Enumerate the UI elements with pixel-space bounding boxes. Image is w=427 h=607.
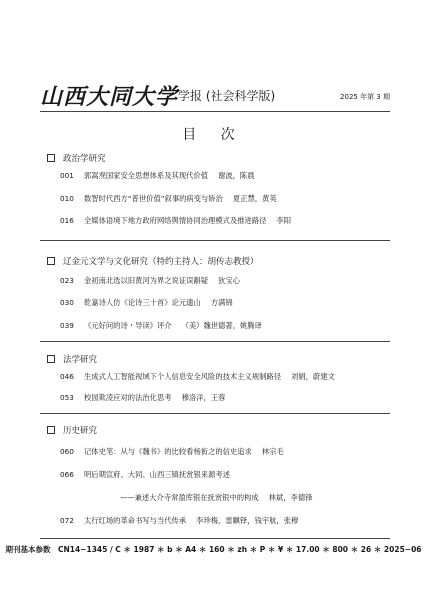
section-heading <box>47 424 97 436</box>
article-author: 谢波，陈晨 <box>218 171 255 180</box>
page-number: 046 <box>60 372 74 381</box>
page-number: 053 <box>60 393 74 402</box>
article-subtitle: ——兼述大介寺常盈库银在抚赏银中的构成 <box>120 493 259 502</box>
page-number: 010 <box>60 194 74 203</box>
article-title: 全媒体语境下地方政府网络舆情协同治理模式及推进路径 <box>84 216 267 225</box>
toc-entry[interactable] <box>60 372 335 382</box>
checkbox-icon <box>47 426 55 434</box>
header-rule <box>40 111 390 112</box>
journal-parameters: 期刊基本参数 CN14−1345 / C ＊ 1987 ＊ b ＊ A4 ＊ 160 ＊ zh ＊ P ＊ ¥ ＊ 17.00 ＊ 800 ＊ 26 ＊ 2025−06 <box>5 545 422 554</box>
page-number: 060 <box>60 447 74 456</box>
section-title: 法学研究 <box>63 355 98 365</box>
article-title: 金初南北选以旧黄河为界之说证误斠疑 <box>84 276 209 285</box>
toc-entry[interactable] <box>60 516 298 526</box>
page-number: 016 <box>60 216 74 225</box>
section-title: 辽金元文学与文化研究（特约主持人：胡传志教授） <box>63 257 259 267</box>
journal-subtitle: 学报 (社会科学版) <box>178 89 276 103</box>
article-title: 记体史笔：从与《魏书》的比较看杨衒之的信史追求 <box>84 447 252 456</box>
article-title: 校园欺凌应对的法治化思考 <box>84 393 172 402</box>
section-title: 政治学研究 <box>63 154 106 164</box>
page-number: 030 <box>60 298 74 307</box>
journal-header <box>40 74 390 110</box>
toc-entry[interactable] <box>60 216 291 226</box>
article-author: 林斌，李德锋 <box>268 493 313 502</box>
article-author: 刘娟，蔚建文 <box>291 372 335 381</box>
page-number: 023 <box>60 276 74 285</box>
article-author: 林宗毛 <box>261 447 284 456</box>
page-number: 039 <box>60 321 74 330</box>
page-number: 001 <box>60 171 74 180</box>
article-author: 方满锦 <box>210 298 233 307</box>
section-rule <box>40 240 390 241</box>
footer-rule <box>40 538 390 539</box>
toc-entry[interactable] <box>60 276 240 286</box>
checkbox-icon <box>47 257 55 265</box>
article-author: 穆洛洋，王蓉 <box>181 393 226 402</box>
checkbox-icon <box>47 355 55 363</box>
toc-entry[interactable] <box>60 171 255 181</box>
toc-entry[interactable] <box>60 447 284 457</box>
toc-entry[interactable] <box>60 393 225 403</box>
article-author: 李珍梅，雷麒铎，钱宇航，张穆 <box>196 516 299 525</box>
toc-entry[interactable] <box>60 321 262 331</box>
checkbox-icon <box>47 154 55 162</box>
article-title: 生成式人工智能视域下个人信息安全风险的技术主义规制路径 <box>84 372 282 381</box>
section-heading <box>47 152 106 164</box>
article-author: 狄宝心 <box>218 276 240 285</box>
toc-entry[interactable] <box>60 194 277 204</box>
article-author: 夏正慧，黄英 <box>232 194 277 203</box>
toc-title: 目 次 <box>182 127 245 143</box>
article-title: 太行红场的革命书写与当代传承 <box>84 516 187 525</box>
article-title: 郭嵩焘国家安全思想体系及其现代价值 <box>84 171 209 180</box>
journal-brand: 山西大同大学 <box>40 84 179 110</box>
article-author: 李阳 <box>276 216 292 225</box>
article-title: 数智时代西方“普世价值”叙事的病变与矫治 <box>84 194 223 203</box>
article-title: 《元好问的诗・导读》评介 <box>84 321 172 330</box>
section-heading <box>47 353 97 365</box>
page-number: 066 <box>60 470 74 479</box>
issue-label: 2025 年第 3 期 <box>340 93 390 101</box>
section-rule <box>40 341 390 342</box>
toc-entry-continuation <box>120 493 312 503</box>
article-title: 乾嘉诗人仿《论诗三十首》论元遗山 <box>84 298 201 307</box>
section-title: 历史研究 <box>63 426 98 436</box>
toc-entry[interactable] <box>60 298 233 308</box>
article-title: 明后期宣府、大同、山西三镇抚赏银来源考述 <box>84 470 230 479</box>
section-heading <box>47 255 259 267</box>
section-rule <box>40 413 390 414</box>
article-author: （美）魏世德著，姚腾译 <box>181 321 262 330</box>
page-number: 072 <box>60 516 74 525</box>
toc-entry[interactable] <box>60 470 240 480</box>
